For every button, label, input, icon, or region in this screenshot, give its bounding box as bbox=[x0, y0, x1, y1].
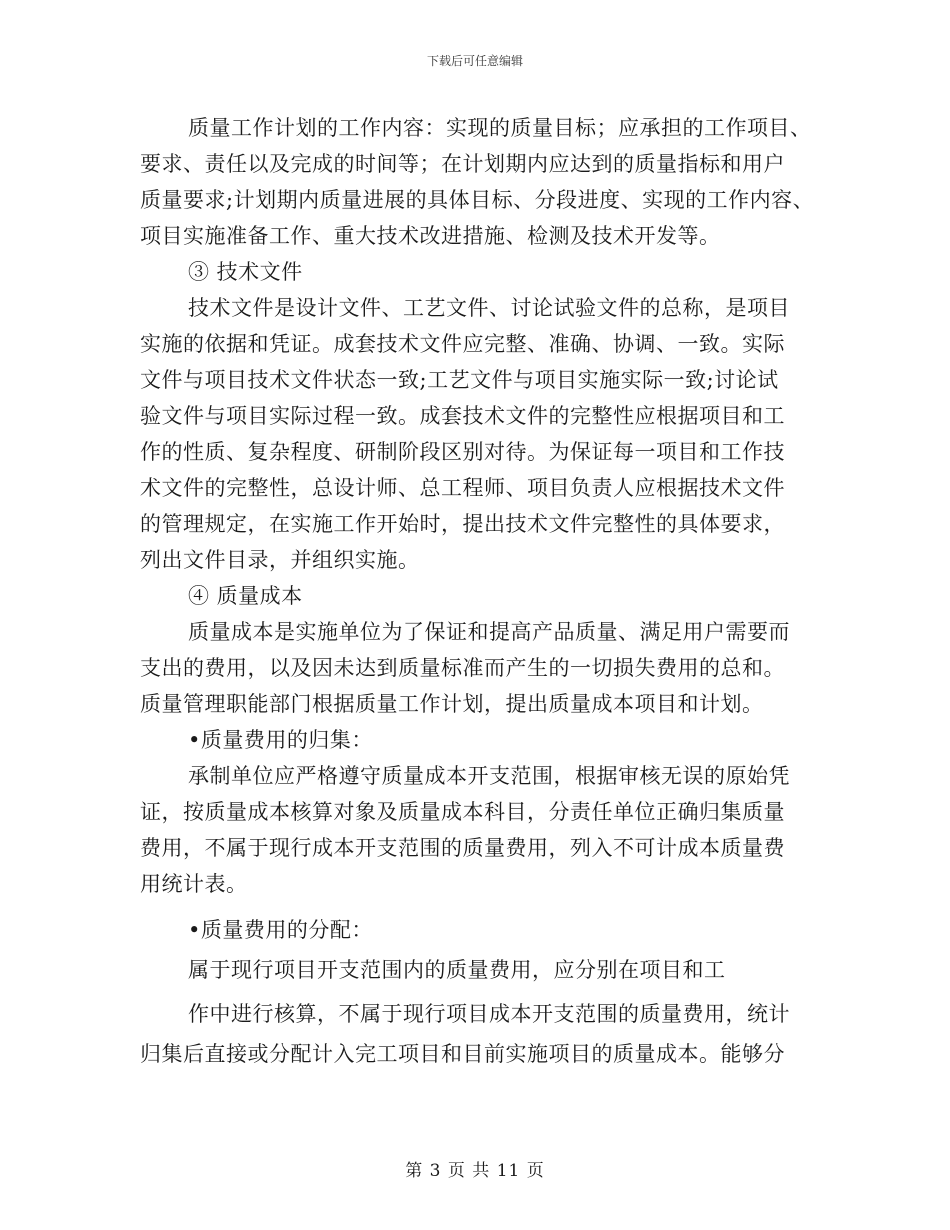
section-heading: ④ 质量成本 bbox=[188, 584, 303, 608]
paragraph-line: 质量工作计划的工作内容：实现的质量目标；应承担的工作项目、 bbox=[188, 116, 812, 140]
paragraph-line: 承制单位应严格遵守质量成本开支范围，根据审核无误的原始凭 bbox=[188, 764, 790, 788]
paragraph-line: 验文件与项目实际过程一致。成套技术文件的完整性应根据项目和工 bbox=[140, 404, 785, 428]
paragraph-line: 属于现行项目开支范围内的质量费用，应分别在项目和工 bbox=[188, 958, 726, 982]
paragraph-line: 支出的费用，以及因未达到质量标准而产生的一切损失费用的总和。 bbox=[140, 656, 785, 680]
page-footer: 第 3 页 共 11 页 bbox=[405, 1161, 545, 1181]
paragraph-line: 质量成本是实施单位为了保证和提高产品质量、满足用户需要而 bbox=[188, 620, 790, 644]
paragraph-line: 要求、责任以及完成的时间等；在计划期内应达到的质量指标和用户 bbox=[140, 152, 785, 176]
paragraph-line: 列出文件目录，并组织实施。 bbox=[140, 548, 420, 572]
paragraph-line: 用统计表。 bbox=[140, 872, 248, 896]
paragraph-line: 作的性质、复杂程度、研制阶段区别对待。为保证每一项目和工作技 bbox=[140, 440, 785, 464]
paragraph-line: 文件与项目技术文件状态一致;工艺文件与项目实施实际一致;讨论试 bbox=[140, 368, 779, 392]
bullet-heading: •质量费用的归集： bbox=[188, 728, 373, 752]
paragraph-line: 归集后直接或分配计入完工项目和目前实施项目的质量成本。能够分 bbox=[140, 1042, 785, 1066]
paragraph-line: 质量管理职能部门根据质量工作计划，提出质量成本项目和计划。 bbox=[140, 692, 764, 716]
paragraph-line: 项目实施准备工作、重大技术改进措施、检测及技术开发等。 bbox=[140, 224, 721, 248]
paragraph-line: 证，按质量成本核算对象及质量成本科目，分责任单位正确归集质量 bbox=[140, 800, 785, 824]
paragraph-line: 技术文件是设计文件、工艺文件、讨论试验文件的总称，是项目 bbox=[188, 296, 790, 320]
bullet-heading: •质量费用的分配： bbox=[188, 918, 373, 942]
paragraph-line: 费用，不属于现行成本开支范围的质量费用，列入不可计成本质量费 bbox=[140, 836, 785, 860]
paragraph-line: 术文件的完整性，总设计师、总工程师、项目负责人应根据技术文件 bbox=[140, 476, 785, 500]
paragraph-line: 作中进行核算，不属于现行项目成本开支范围的质量费用，统计 bbox=[188, 1002, 790, 1026]
section-heading: ③ 技术文件 bbox=[188, 260, 303, 284]
paragraph-line: 的管理规定，在实施工作开始时，提出技术文件完整性的具体要求， bbox=[140, 512, 785, 536]
page-header: 下载后可任意编辑 bbox=[426, 54, 523, 68]
paragraph-line: 实施的依据和凭证。成套技术文件应完整、准确、协调、一致。实际 bbox=[140, 332, 785, 356]
paragraph-line: 质量要求;计划期内质量进展的具体目标、分段进度、实现的工作内容、 bbox=[140, 188, 815, 212]
